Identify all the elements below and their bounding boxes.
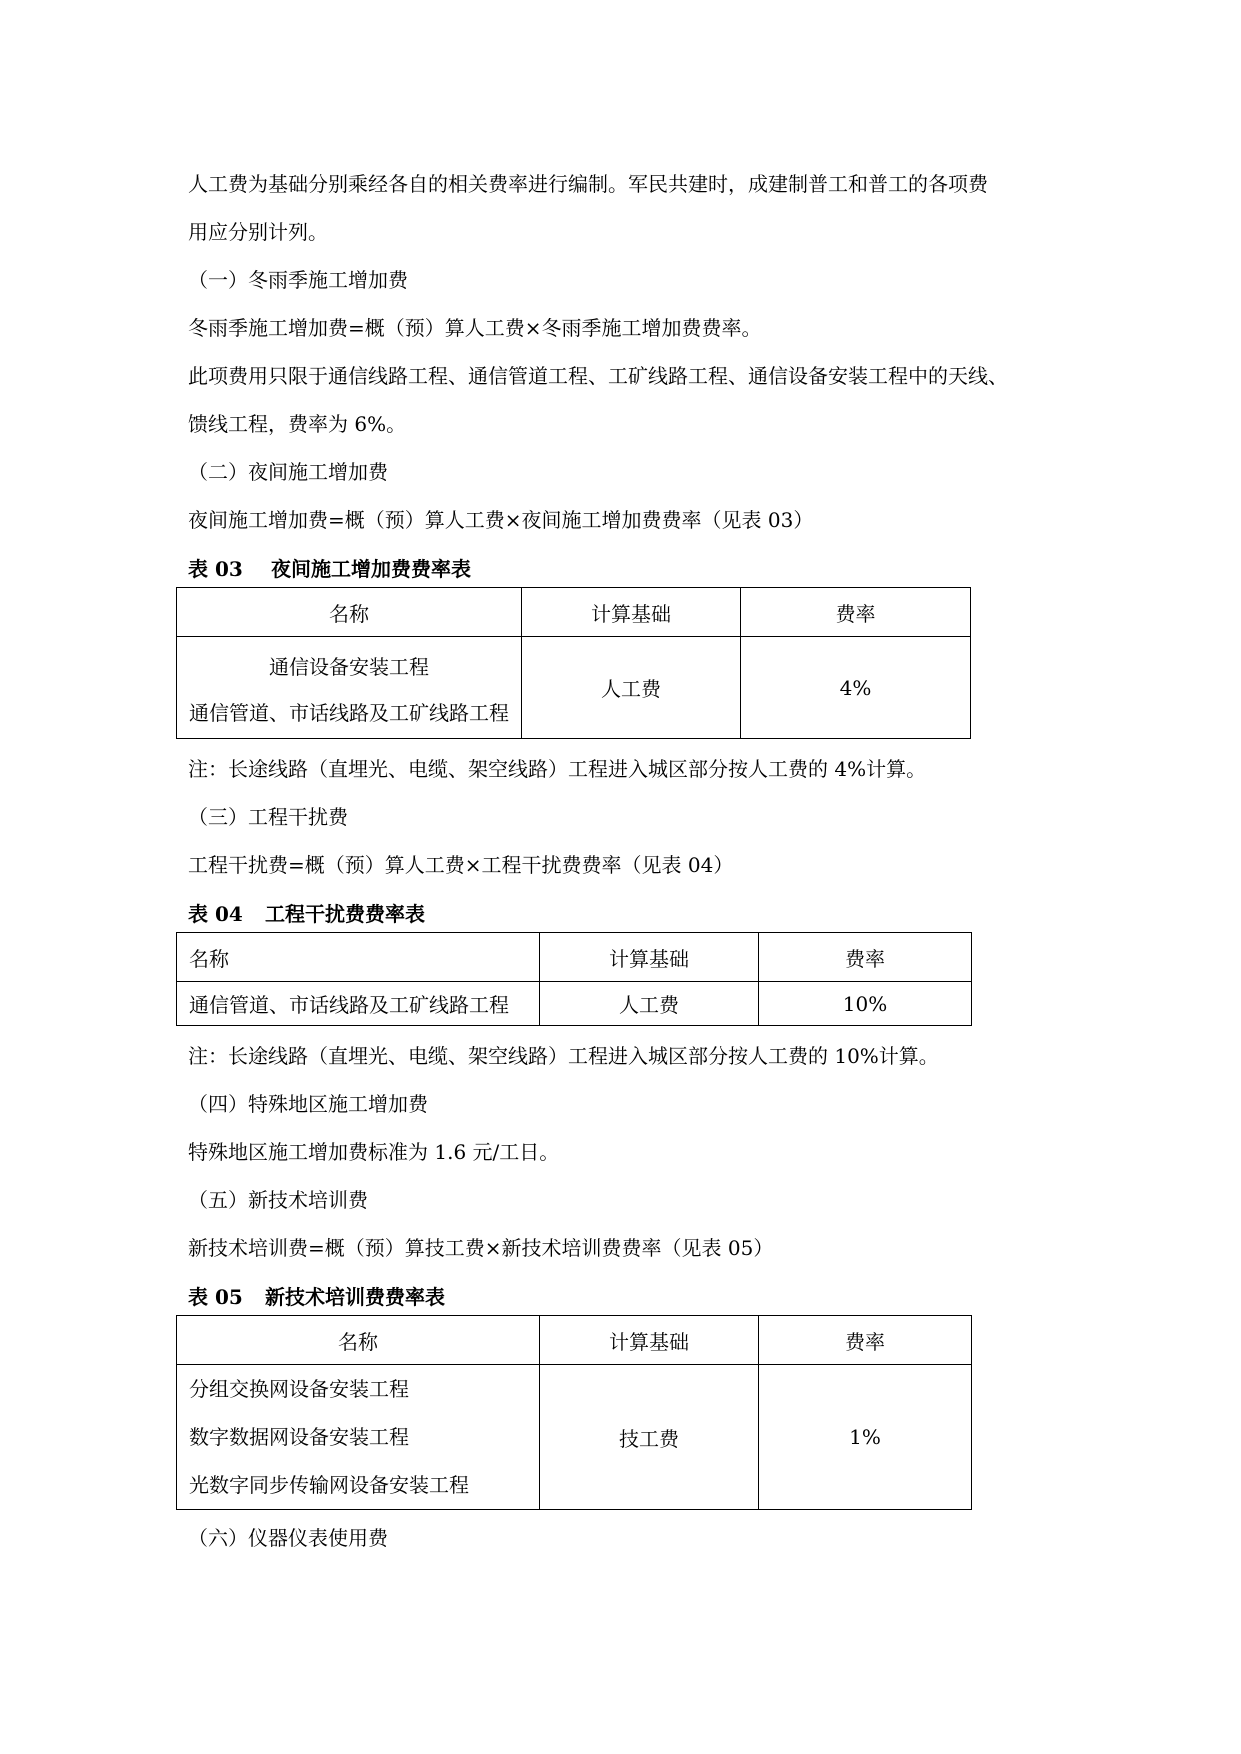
name-cell: 通信管道、市话线路及工矿线路工程	[177, 982, 540, 1026]
rate-cell: 1%	[759, 1365, 972, 1510]
basis-cell: 人工费	[522, 637, 741, 739]
header-basis: 计算基础	[522, 588, 741, 637]
formula-interference: 工程干扰费=概（预）算人工费×工程干扰费费率（见表 04）	[188, 853, 734, 877]
rate-cell: 4%	[741, 637, 971, 739]
formula-night-work: 夜间施工增加费=概（预）算人工费×夜间施工增加费费率（见表 03）	[188, 508, 814, 532]
table-03-title: 夜间施工增加费费率表	[271, 557, 471, 581]
table-header-row	[177, 1316, 972, 1365]
body-paragraph: 用应分别计列。	[188, 220, 328, 244]
header-rate: 费率	[759, 1316, 972, 1365]
section-heading-5: （五）新技术培训费	[188, 1188, 368, 1212]
header-name: 名称	[177, 1316, 540, 1365]
name-line: 通信设备安装工程	[269, 654, 429, 679]
document-page	[188, 160, 1068, 1562]
section-heading-2: （二）夜间施工增加费	[188, 460, 388, 484]
name-cell	[177, 637, 522, 739]
body-paragraph: 此项费用只限于通信线路工程、通信管道工程、工矿线路工程、通信设备安装工程中的天线、	[188, 364, 1008, 388]
table-row	[177, 637, 971, 739]
body-paragraph: 人工费为基础分别乘经各自的相关费率进行编制。军民共建时，成建制普工和普工的各项费	[188, 172, 988, 196]
section-heading-1: （一）冬雨季施工增加费	[188, 268, 408, 292]
rate-cell: 10%	[759, 982, 972, 1026]
table-header-row	[177, 588, 971, 637]
body-paragraph: 特殊地区施工增加费标准为 1.6 元/工日。	[188, 1140, 560, 1164]
table-04-caption	[188, 901, 1068, 927]
basis-cell: 人工费	[540, 982, 759, 1026]
table-05-title: 新技术培训费费率表	[265, 1285, 445, 1309]
basis-cell: 技工费	[540, 1365, 759, 1510]
section-heading-6: （六）仪器仪表使用费	[188, 1526, 388, 1550]
name-cell	[177, 1365, 540, 1510]
table-04	[176, 932, 972, 1026]
formula-training: 新技术培训费=概（预）算技工费×新技术培训费费率（见表 05）	[188, 1236, 774, 1260]
note-paragraph: 注：长途线路（直埋光、电缆、架空线路）工程进入城区部分按人工费的 10%计算。	[188, 1044, 939, 1068]
table-header-row	[177, 933, 972, 982]
header-name: 名称	[177, 933, 540, 982]
table-row	[177, 982, 972, 1026]
section-heading-3: （三）工程干扰费	[188, 805, 348, 829]
table-04-number: 表 04	[188, 902, 243, 926]
note-paragraph: 注：长途线路（直埋光、电缆、架空线路）工程进入城区部分按人工费的 4%计算。	[188, 757, 927, 781]
table-03-caption	[188, 556, 1068, 582]
header-rate: 费率	[759, 933, 972, 982]
header-name: 名称	[177, 588, 522, 637]
header-rate: 费率	[741, 588, 971, 637]
table-04-title: 工程干扰费费率表	[265, 902, 425, 926]
section-heading-4: （四）特殊地区施工增加费	[188, 1092, 428, 1116]
name-line: 光数字同步传输网设备安装工程	[189, 1473, 469, 1497]
table-05-caption	[188, 1284, 1068, 1310]
table-03	[176, 587, 971, 739]
table-03-number: 表 03	[188, 557, 243, 581]
name-line: 通信管道、市话线路及工矿线路工程	[189, 700, 509, 725]
table-05-number: 表 05	[188, 1285, 243, 1309]
table-row	[177, 1365, 972, 1510]
header-basis: 计算基础	[540, 1316, 759, 1365]
formula-winter-rain: 冬雨季施工增加费=概（预）算人工费×冬雨季施工增加费费率。	[188, 316, 762, 340]
header-basis: 计算基础	[540, 933, 759, 982]
name-line: 数字数据网设备安装工程	[189, 1425, 409, 1449]
body-paragraph: 馈线工程，费率为 6%。	[188, 412, 407, 436]
table-05	[176, 1315, 972, 1510]
name-line: 分组交换网设备安装工程	[189, 1377, 409, 1401]
